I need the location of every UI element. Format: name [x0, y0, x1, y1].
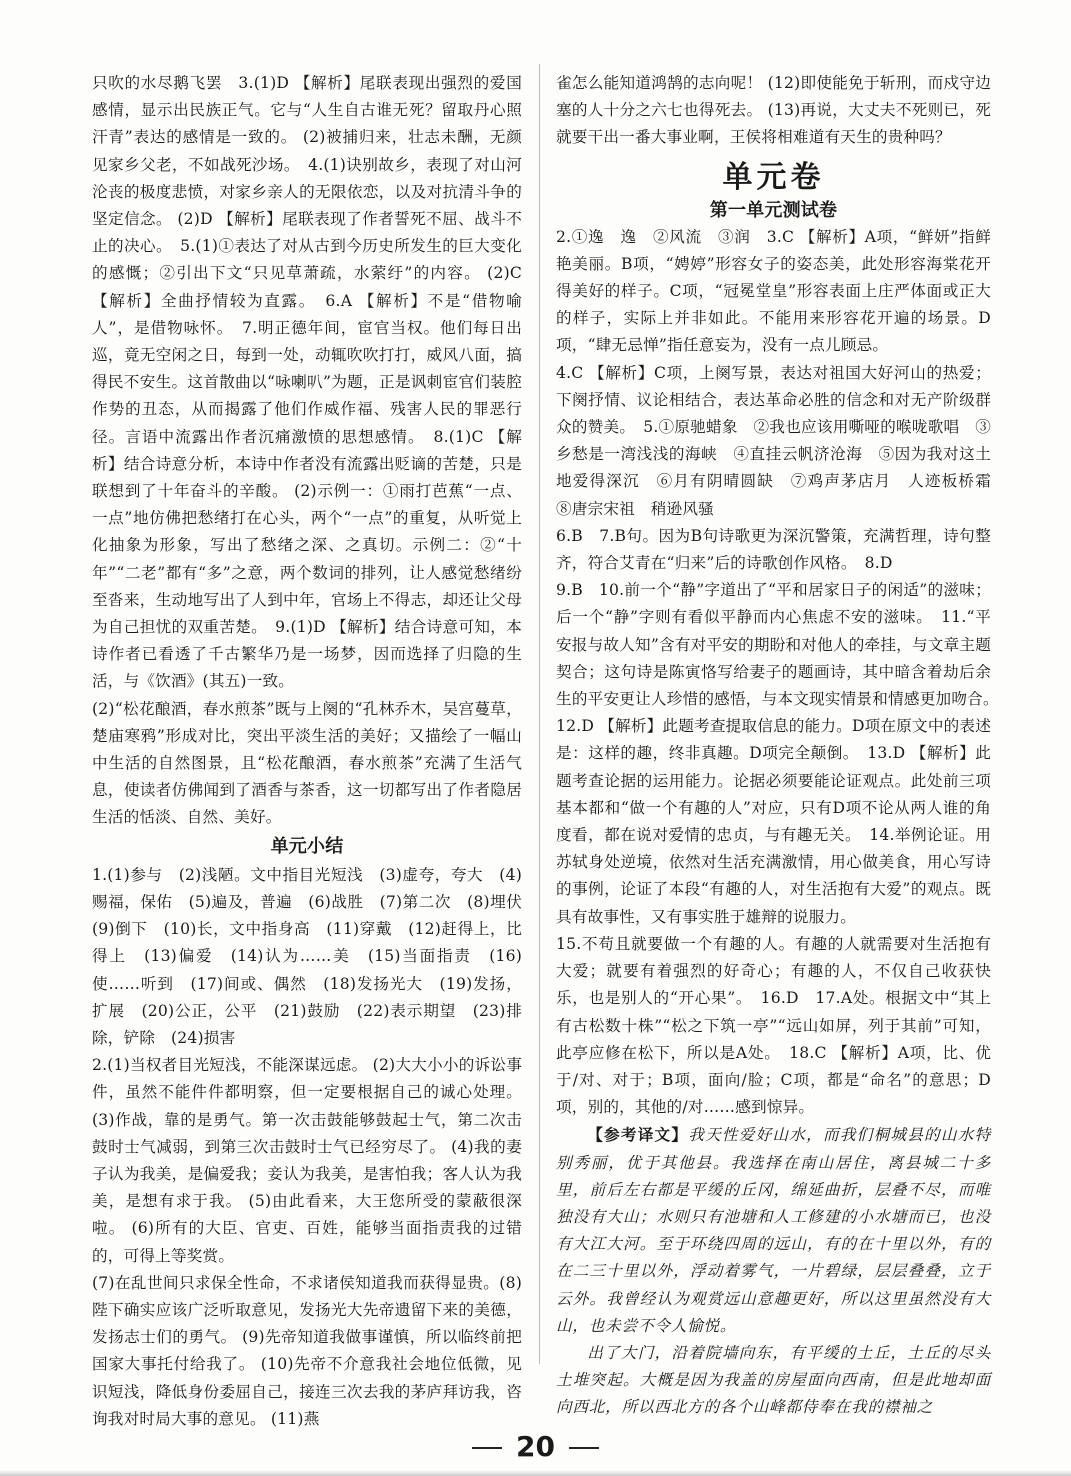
answer-paragraph: 9.B 10.前一个“静”字道出了“平和居家日子的闲适”的滋味；后一个“静”字则有看似平静而内心焦虑不安的滋味。 11.“平安报与故人知”含有对平安的期盼和对他人的牵挂，与文章主题契合；这句诗是陈寅恪写给妻子的题画诗，其中暗含着劫后余生的平安更让人珍惜的感悟，与本文现实情景和情感更加吻合。 12.D 【解析】此题考查提取信息的能力。D项在原文中的表述是：这样的趣，终非真趣。D项完全颠倒。 13.D 【解析】此题考查论据的运用能力。论据必须要能论证观点。此处前三项基本都和“做一个有趣的人”对应，只有D项不论从两人谁的角度看，都在说对爱情的忠贞，与有趣无关。 14.举例论证。用苏轼身处逆境，依然对生活充满激情，用心做美食，用心写诗的事例，论证了本段“有趣的人，对生活抱有大爱”的观点。既具有故事性，又有事实胜于雄辩的说服力。: [556, 581, 1007, 926]
translation-text: 我天性爱好山水，而我们桐城县的山水特别秀丽，优于其他县。我选择在南山居住，离县城二十多里，前后左右都是平缓的丘冈，绵延曲折，层叠不尽，而唯独没有大山；水则只有池塘和人工修建的小水塘而已，也没有大江大河。至于环绕四周的远山，有的在十里以外，有的在二三十里以外，浮动着雾气，一片碧绿，层层叠叠，立于云外。我曾经认为观赏远山意趣更好，所以这里虽然没有大山，也未尝不令人愉悦。: [556, 1126, 991, 1335]
left-column: [92, 70, 538, 1433]
translation-label: 【参考译文】: [587, 1125, 689, 1145]
translation-paragraph: [556, 1121, 991, 1340]
answer-paragraph: 4.C 【解析】C项，上阕写景，表达对祖国大好河山的热爱；下阕抒情、议论相结合，表达革命必胜的信念和对无产阶级群众的赞美。 5.①原驰蜡象 ②我也应该用嘶哑的喉咙歌唱 ③乡愁是一湾浅浅的海峡 ④直挂云帆济沧海 ⑤因为我对这土地爱得深沉 ⑥月有阴晴圆缺 ⑦鸡声茅店月 人迹板桥霜 ⑧唐宗宋祖 稍逊风骚: [556, 363, 1007, 518]
page-number: 20: [516, 1430, 555, 1463]
test-paper-title: 第一单元测试卷: [709, 199, 838, 221]
answer-paragraph: 2.(1)当权者目光短浅，不能深谋远虑。 (2)大大小小的诉讼事件，虽然不能件件都明察，但一定要根据自己的诚心处理。 (3)作战，靠的是勇气。第一次击鼓能够鼓起士气，第二次击鼓时士气减弱，到第三次击鼓时士气已经穷尽了。 (4)我的妻子认为我美，是偏爱我；妾认为我美，是害怕我；客人认为我美，是想有求于我。 (5)由此看来，大王您所受的蒙蔽很深啦。 (6)所有的大臣、官吏、百姓，能够当面指责我的过错的，可得上等奖赏。: [92, 1056, 522, 1265]
answer-paragraph: (7)在乱世间只求保全性命，不求诸侯知道我而获得显贵。(8)陛下确实应该广泛听取意见，发扬光大先帝遗留下来的美德，发扬志士们的勇气。 (9)先帝知道我做事谨慎，所以临终前把国家大事托付给我了。 (10)先帝不介意我社会地位低微，见识短浅，降低身份委屈自己，接连三次去我的茅庐拜访我，咨询我对时局大事的意见。 (11)燕: [92, 1273, 522, 1428]
answer-paragraph: 雀怎么能知道鸿鹄的志向呢！ (12)即使能免于斩刑，而戍守边塞的人十分之六七也得死去。 (13)再说，大丈夫不死则已，死就要干出一番大事业啊，王侯将相难道有天生的贵种吗？: [556, 74, 991, 147]
column-divider: [539, 64, 540, 1364]
answer-paragraph: 15.不苟且就要做一个有趣的人。有趣的人就需要对生活抱有大爱；就要有着强烈的好奇心；有趣的人，不仅自己收获快乐，也是别人的“开心果”。 16.D 17.A处。根据文中“其上有古松数十株”“松之下筑一亭”“远山如屏，列于其前”可知，此亭应修在松下，所以是A处。 18.C 【解析】A项，比、优于/对、对于；B项，面向/脸；C项，都是“命名”的意思；D项，别的，其他的/对……感到惊异。: [556, 934, 991, 1117]
answer-paragraph: 2.①逸 逸 ②风流 ③润 3.C 【解析】A项，“鲜妍”指鲜艳美丽。B项，“娉婷”形容女子的姿态美，此处形容海棠花开得美好的样子。C项，“冠冕堂皇”形容表面上庄严体面或正大的样子，实际上并非如此。不能用来形容花开遍的场景。D项，“肆无忌惮”指任意妄为，没有一点儿顾忌。: [556, 227, 991, 355]
right-column: [556, 70, 1007, 1422]
page-edge: [0, 1470, 1071, 1476]
unit-exam-title: 单元卷: [722, 159, 825, 195]
answer-paragraph: 6.B 7.B句。因为B句诗歌更为深沉警策，充满哲理，诗句整齐，符合艾青在“归来”后的诗歌创作风格。 8.D: [556, 526, 991, 573]
page-number-dash: [472, 1447, 502, 1449]
answer-paragraph: (2)“松花酿酒，春水煎茶”既与上阕的“孔林乔木，吴宫蔓草，楚庙寒鸦”形成对比，突出平淡生活的美好；又描绘了一幅山中生活的自然图景，且“松花酿酒，春水煎茶”充满了生活气息，使读者仿佛闻到了酒香与茶香，这一切都写出了作者隐居生活的恬淡、自然、美好。: [92, 699, 522, 827]
translation-paragraph: 出了大门，沿着院墙向东，有平缓的土丘，土丘的尽头土堆突起。大概是因为我盖的房屋面向西南，但是此地却面向西北，所以西北方的各个山峰都侍奉在我的襟袖之: [556, 1343, 991, 1417]
answer-paragraph: 只吹的水尽鹅飞罢 3.(1)D 【解析】尾联表现出强烈的爱国感情，显示出民族正气。它与“人生自古谁无死？留取丹心照汗青”表达的感情是一致的。 (2)被捕归来，壮志未酬，无颜见家乡父老，不如战死沙场。 4.(1)诀别故乡，表现了对山河沦丧的极度悲愤，对家乡亲人的无限依恋，以及对抗清斗争的坚定信念。 (2)D 【解析】尾联表现了作者誓死不屈、战斗不止的决心。 5.(1)①表达了对从古到今历史所发生的巨大变化的感慨；②引出下文“只见草萧疏，水萦纡”的内容。 (2)C 【解析】全曲抒情较为直露。 6.A 【解析】不是“借物喻人”，是借物咏怀。 7.明正德年间，宦官当权。他们每日出巡，竟无空闲之日，每到一处，动辄吹吹打打，威风八面，搞得民不安生。这首散曲以“咏喇叭”为题，正是讽刺宦官们装腔作势的丑态，从而揭露了他们作威作福、残害人民的罪恶行径。言语中流露出作者沉痛激愤的思想感情。 8.(1)C 【解析】结合诗意分析，本诗中作者没有流露出贬谪的苦楚，只是联想到了十年奋斗的辛酸。 (2)示例一：①雨打芭蕉“一点、一点”地仿佛把愁绪打在心头，两个“一点”的重复，从听觉上化抽象为形象，写出了愁绪之深、之真切。示例二：②“十年”“二老”都有“多”之意，两个数词的排列，让人感觉愁绪纷至沓来，生动地写出了人到中年，官场上不得志，却还让父母为自己担忧的双重苦楚。 9.(1)D 【解析】结合诗意可知，本诗作者已看透了千古繁华乃是一场梦，因而选择了归隐的生活，与《饮酒》(其五)一致。: [92, 74, 522, 691]
section-title: 单元小结: [270, 835, 344, 857]
page-number-area: [0, 1430, 1071, 1463]
answer-paragraph: 1.(1)参与 (2)浅陋。文中指目光短浅 (3)虚夸，夸大 (4)赐福，保佑 (5)遍及，普遍 (6)战胜 (7)第二次 (8)埋伏 (9)倒下 (10)长，文中指身高 (11)穿戴 (12)赶得上，比得上 (13)偏爱 (14)认为……美 (15)当面指责 (16)使……听到 (17)间或、偶然 (18)发扬光大 (19)发扬，扩展 (20)公正，公平 (21)鼓励 (22)表示期望 (23)排除，铲除 (24)损害: [92, 865, 538, 1047]
page-number-dash: [569, 1447, 599, 1449]
